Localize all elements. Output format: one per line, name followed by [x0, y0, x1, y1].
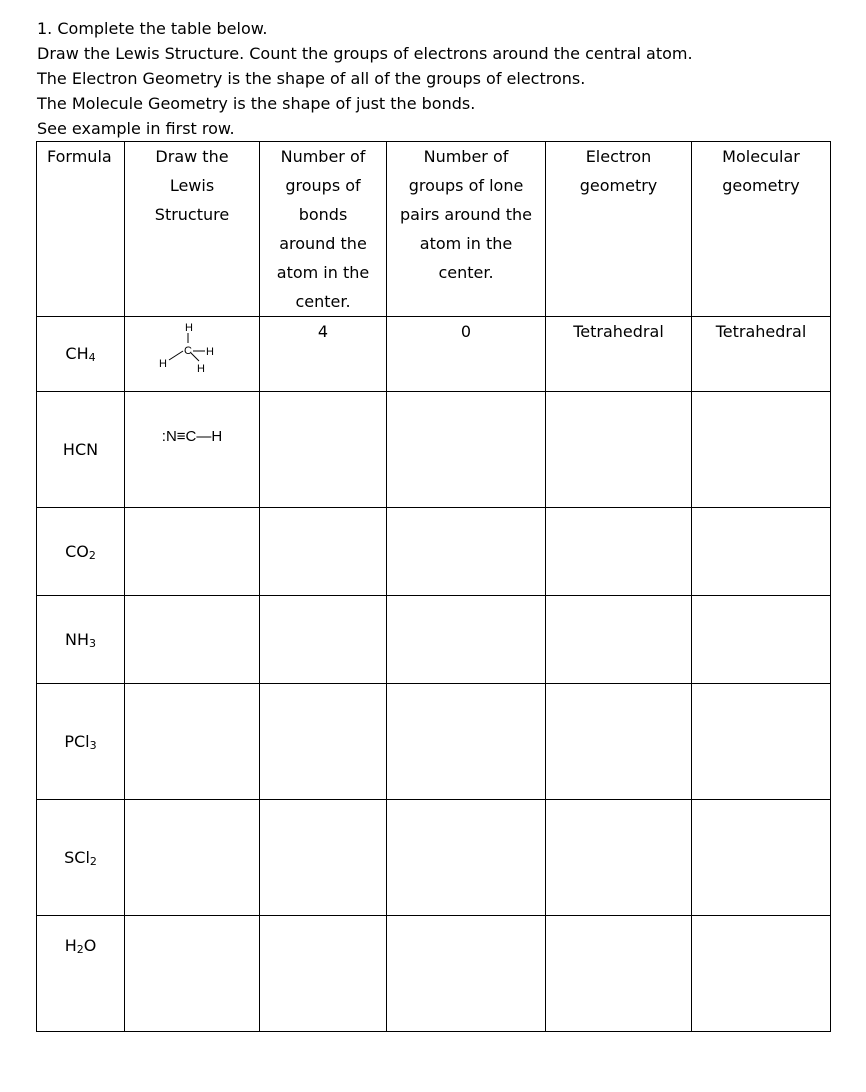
instruction-line-1: 1. Complete the table below. — [37, 19, 268, 38]
lone-pairs-cell[interactable] — [387, 684, 546, 800]
electron-geometry-cell[interactable] — [546, 392, 692, 508]
table-row — [37, 508, 831, 596]
lone-pairs-cell[interactable] — [387, 916, 546, 1032]
header-lewis: Draw the Lewis Structure — [125, 142, 260, 317]
header-row — [37, 142, 831, 317]
instruction-line-5: See example in first row. — [37, 119, 235, 138]
formula-cell: $NH_3$ — [37, 596, 125, 684]
table-row — [37, 800, 831, 916]
molecular-geometry-cell[interactable] — [692, 684, 831, 800]
lone-pairs-cell[interactable]: 0 — [387, 317, 546, 392]
formula-cell: SCl$_2$ — [37, 800, 125, 916]
molecular-geometry-cell[interactable] — [692, 916, 831, 1032]
table-row — [37, 392, 831, 508]
lewis-cell[interactable] — [125, 800, 260, 916]
ch4-atom-h-bottom: H — [197, 363, 205, 375]
header-electron-geometry: Electron geometry — [546, 142, 692, 317]
electron-geometry-cell[interactable]: Tetrahedral — [546, 317, 692, 392]
formula-cell: $CO_2$ — [37, 508, 125, 596]
instructions — [37, 16, 693, 141]
electron-geometry-cell[interactable] — [546, 800, 692, 916]
molecular-geometry-cell[interactable]: Tetrahedral — [692, 317, 831, 392]
molecular-geometry-cell[interactable] — [692, 508, 831, 596]
lewis-cell[interactable]: :N≡C—H — [125, 392, 260, 508]
electron-geometry-cell[interactable] — [546, 916, 692, 1032]
ch4-atom-h-left: H — [159, 358, 167, 370]
header-molecular-geometry: Molecular geometry — [692, 142, 831, 317]
electron-geometry-cell[interactable] — [546, 596, 692, 684]
ch4-atom-c: C — [184, 345, 192, 357]
molecular-geometry-cell[interactable] — [692, 800, 831, 916]
bonds-cell[interactable] — [260, 800, 387, 916]
ch4-atom-h-top: H — [185, 322, 193, 334]
bonds-cell[interactable] — [260, 508, 387, 596]
lone-pairs-cell[interactable] — [387, 800, 546, 916]
molecular-geometry-cell[interactable] — [692, 596, 831, 684]
bonds-cell[interactable]: 4 — [260, 317, 387, 392]
bonds-cell[interactable] — [260, 684, 387, 800]
molecular-geometry-cell[interactable] — [692, 392, 831, 508]
bonds-cell[interactable] — [260, 916, 387, 1032]
header-formula: Formula — [37, 142, 125, 317]
header-lone-pairs: Number of groups of lone pairs around the atom in the center. — [387, 142, 546, 317]
formula-cell: $CH_4$ — [37, 317, 125, 392]
electron-geometry-cell[interactable] — [546, 508, 692, 596]
ch4-atom-h-right: H — [206, 346, 214, 358]
instruction-line-4: The Molecule Geometry is the shape of just the bonds. — [37, 94, 476, 113]
lewis-cell[interactable] — [125, 684, 260, 800]
instruction-line-2: Draw the Lewis Structure. Count the groups of electrons around the central atom. — [37, 44, 693, 63]
lone-pairs-cell[interactable] — [387, 508, 546, 596]
table-row — [37, 916, 831, 1032]
ch4-lewis-structure — [125, 317, 259, 387]
table-row — [37, 317, 831, 392]
lone-pairs-cell[interactable] — [387, 596, 546, 684]
lewis-cell[interactable] — [125, 916, 260, 1032]
table-row — [37, 596, 831, 684]
geometry-table — [36, 141, 831, 1032]
bonds-cell[interactable] — [260, 596, 387, 684]
lewis-cell[interactable] — [125, 508, 260, 596]
electron-geometry-cell[interactable] — [546, 684, 692, 800]
formula-cell: $H_2O$ — [37, 916, 125, 1032]
instruction-line-3: The Electron Geometry is the shape of all of the groups of electrons. — [37, 69, 586, 88]
lewis-cell[interactable] — [125, 317, 260, 392]
bonds-cell[interactable] — [260, 392, 387, 508]
formula-cell: HCN — [37, 392, 125, 508]
formula-cell: PCl$_3$ — [37, 684, 125, 800]
lone-pairs-cell[interactable] — [387, 392, 546, 508]
table-row — [37, 684, 831, 800]
header-bonds: Number of groups of bonds around the atom in the center. — [260, 142, 387, 317]
lewis-cell[interactable] — [125, 596, 260, 684]
